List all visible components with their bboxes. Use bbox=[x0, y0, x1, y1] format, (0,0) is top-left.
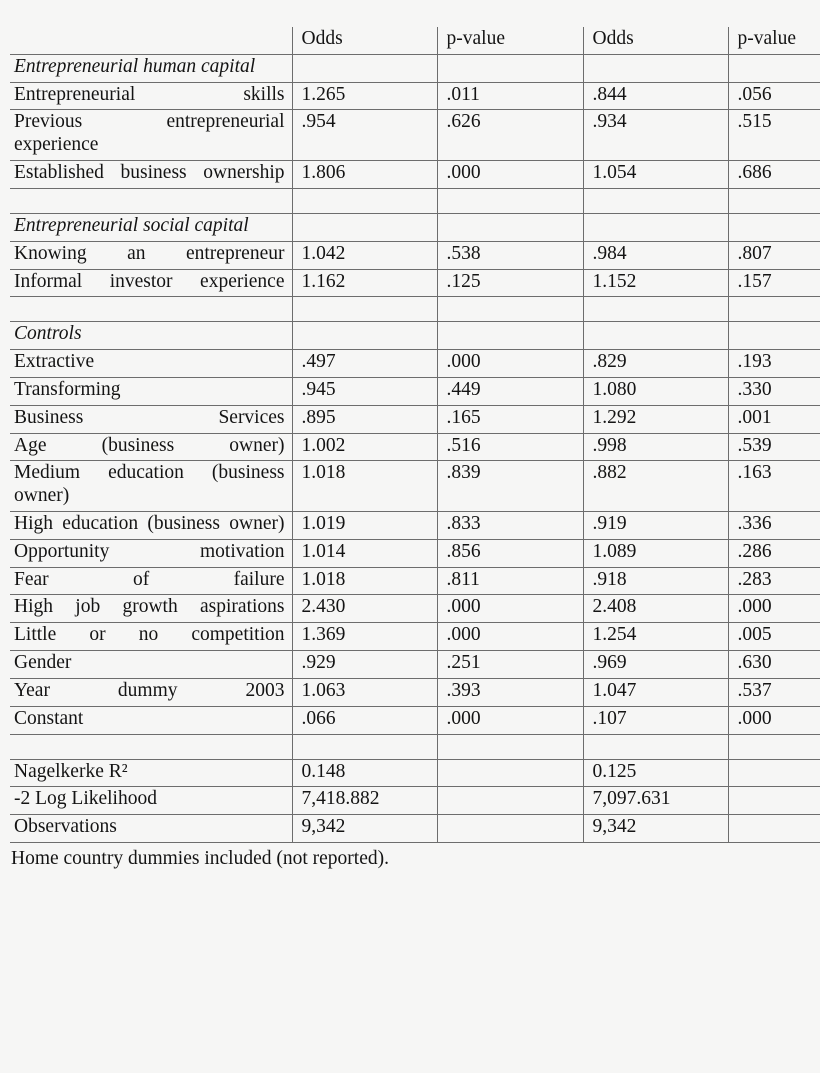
table-row bbox=[10, 82, 820, 110]
row-label: Little or no competition bbox=[10, 623, 292, 651]
cell-odds1: .945 bbox=[292, 377, 437, 405]
row-label: -2 Log Likelihood bbox=[10, 787, 292, 815]
cell-p1: .856 bbox=[437, 539, 583, 567]
cell-p2 bbox=[728, 188, 820, 213]
cell-odds2: 1.254 bbox=[583, 623, 728, 651]
section-heading: Controls bbox=[10, 322, 292, 350]
table-row bbox=[10, 433, 820, 461]
cell-p1: .125 bbox=[437, 269, 583, 297]
table-row bbox=[10, 110, 820, 161]
cell-odds1 bbox=[292, 188, 437, 213]
cell-odds2: .829 bbox=[583, 350, 728, 378]
row-label: Extractive bbox=[10, 350, 292, 378]
table-row bbox=[10, 651, 820, 679]
cell-p2 bbox=[728, 322, 820, 350]
cell-odds1 bbox=[292, 322, 437, 350]
row-label: Opportunity motivation bbox=[10, 539, 292, 567]
table-header-row bbox=[10, 27, 820, 54]
cell-odds1: .497 bbox=[292, 350, 437, 378]
row-label: Gender bbox=[10, 651, 292, 679]
table-row bbox=[10, 322, 820, 350]
row-label: Medium education (business owner) bbox=[10, 461, 292, 512]
cell-odds2: 1.089 bbox=[583, 539, 728, 567]
table-row bbox=[10, 678, 820, 706]
cell-p2 bbox=[728, 759, 820, 787]
cell-odds1: 1.063 bbox=[292, 678, 437, 706]
cell-p1: .000 bbox=[437, 706, 583, 734]
cell-odds2: .934 bbox=[583, 110, 728, 161]
cell-p1 bbox=[437, 815, 583, 843]
row-label: Informal investor experience bbox=[10, 269, 292, 297]
cell-odds2: 7,097.631 bbox=[583, 787, 728, 815]
cell-odds2 bbox=[583, 297, 728, 322]
row-label: Entrepreneurial skills bbox=[10, 82, 292, 110]
cell-p2: .000 bbox=[728, 595, 820, 623]
table-row bbox=[10, 213, 820, 241]
cell-p1: .000 bbox=[437, 595, 583, 623]
table-row bbox=[10, 539, 820, 567]
table-row bbox=[10, 161, 820, 189]
cell-odds2: .919 bbox=[583, 512, 728, 540]
cell-p1 bbox=[437, 322, 583, 350]
cell-odds1: 1.018 bbox=[292, 461, 437, 512]
table-footnote: Home country dummies included (not reported). bbox=[11, 847, 389, 869]
cell-p2: .539 bbox=[728, 433, 820, 461]
cell-odds2: 0.125 bbox=[583, 759, 728, 787]
row-label: Nagelkerke R² bbox=[10, 759, 292, 787]
cell-p2: .193 bbox=[728, 350, 820, 378]
table-row bbox=[10, 623, 820, 651]
cell-p2: .005 bbox=[728, 623, 820, 651]
section-heading: Entrepreneurial human capital bbox=[10, 54, 292, 82]
table-row bbox=[10, 241, 820, 269]
cell-p1: .393 bbox=[437, 678, 583, 706]
cell-odds2: 2.408 bbox=[583, 595, 728, 623]
cell-p2: .630 bbox=[728, 651, 820, 679]
column-header-pvalue-model2: p-value bbox=[728, 27, 820, 54]
regression-results-table bbox=[10, 27, 820, 843]
table-row bbox=[10, 350, 820, 378]
cell-odds1: 1.806 bbox=[292, 161, 437, 189]
section-heading: Entrepreneurial social capital bbox=[10, 213, 292, 241]
cell-odds2: 1.047 bbox=[583, 678, 728, 706]
row-label: Fear of failure bbox=[10, 567, 292, 595]
cell-p1: .011 bbox=[437, 82, 583, 110]
row-label bbox=[10, 188, 292, 213]
row-label: Constant bbox=[10, 706, 292, 734]
row-label: Established business ownership bbox=[10, 161, 292, 189]
cell-p1: .811 bbox=[437, 567, 583, 595]
cell-odds1: .954 bbox=[292, 110, 437, 161]
row-label: Year dummy 2003 bbox=[10, 678, 292, 706]
cell-odds1 bbox=[292, 297, 437, 322]
row-label: High job growth aspirations bbox=[10, 595, 292, 623]
cell-odds2 bbox=[583, 213, 728, 241]
table-row bbox=[10, 377, 820, 405]
table-row bbox=[10, 54, 820, 82]
cell-p1: .839 bbox=[437, 461, 583, 512]
cell-p1: .833 bbox=[437, 512, 583, 540]
cell-p2: .283 bbox=[728, 567, 820, 595]
column-header-odds-model1: Odds bbox=[292, 27, 437, 54]
row-label: Previous entrepreneurial experience bbox=[10, 110, 292, 161]
cell-p1 bbox=[437, 297, 583, 322]
cell-odds1: 9,342 bbox=[292, 815, 437, 843]
cell-odds2: .969 bbox=[583, 651, 728, 679]
table-row bbox=[10, 405, 820, 433]
table-row bbox=[10, 297, 820, 322]
cell-odds1: 1.369 bbox=[292, 623, 437, 651]
row-label: High education (business owner) bbox=[10, 512, 292, 540]
cell-p2 bbox=[728, 54, 820, 82]
cell-p1 bbox=[437, 213, 583, 241]
cell-p2 bbox=[728, 297, 820, 322]
cell-p1: .000 bbox=[437, 161, 583, 189]
cell-p1 bbox=[437, 787, 583, 815]
cell-odds2 bbox=[583, 734, 728, 759]
column-header-label bbox=[10, 27, 292, 54]
row-label: Observations bbox=[10, 815, 292, 843]
cell-odds1: 1.018 bbox=[292, 567, 437, 595]
table-row bbox=[10, 595, 820, 623]
table-row bbox=[10, 461, 820, 512]
cell-odds1: 0.148 bbox=[292, 759, 437, 787]
cell-odds2: 1.054 bbox=[583, 161, 728, 189]
cell-odds1: .895 bbox=[292, 405, 437, 433]
cell-p1: .449 bbox=[437, 377, 583, 405]
table-row bbox=[10, 706, 820, 734]
cell-p1: .000 bbox=[437, 350, 583, 378]
cell-p1: .165 bbox=[437, 405, 583, 433]
cell-odds2: 1.080 bbox=[583, 377, 728, 405]
row-label: Knowing an entrepreneur bbox=[10, 241, 292, 269]
cell-odds1: 2.430 bbox=[292, 595, 437, 623]
cell-p1: .000 bbox=[437, 623, 583, 651]
cell-p2: .336 bbox=[728, 512, 820, 540]
column-header-pvalue-model1: p-value bbox=[437, 27, 583, 54]
row-label bbox=[10, 734, 292, 759]
cell-odds1: .066 bbox=[292, 706, 437, 734]
cell-p2: .515 bbox=[728, 110, 820, 161]
cell-p1 bbox=[437, 188, 583, 213]
cell-p2: .000 bbox=[728, 706, 820, 734]
cell-p2: .001 bbox=[728, 405, 820, 433]
cell-odds1: 1.042 bbox=[292, 241, 437, 269]
row-label: Age (business owner) bbox=[10, 433, 292, 461]
cell-odds2: .984 bbox=[583, 241, 728, 269]
cell-p1 bbox=[437, 734, 583, 759]
cell-p2: .537 bbox=[728, 678, 820, 706]
cell-p2 bbox=[728, 815, 820, 843]
cell-p1: .516 bbox=[437, 433, 583, 461]
cell-odds1: 1.019 bbox=[292, 512, 437, 540]
cell-odds2 bbox=[583, 54, 728, 82]
cell-p2: .286 bbox=[728, 539, 820, 567]
cell-p2: .163 bbox=[728, 461, 820, 512]
table-row bbox=[10, 188, 820, 213]
cell-odds1: 1.014 bbox=[292, 539, 437, 567]
cell-p2: .330 bbox=[728, 377, 820, 405]
table-row bbox=[10, 734, 820, 759]
cell-p2: .056 bbox=[728, 82, 820, 110]
cell-p1 bbox=[437, 54, 583, 82]
cell-odds2: .107 bbox=[583, 706, 728, 734]
cell-odds1: 1.162 bbox=[292, 269, 437, 297]
cell-odds1: 1.002 bbox=[292, 433, 437, 461]
cell-odds2: 1.292 bbox=[583, 405, 728, 433]
cell-p2 bbox=[728, 213, 820, 241]
cell-p1: .251 bbox=[437, 651, 583, 679]
table-row bbox=[10, 269, 820, 297]
cell-odds2 bbox=[583, 188, 728, 213]
table-row bbox=[10, 759, 820, 787]
table-row bbox=[10, 567, 820, 595]
cell-p1 bbox=[437, 759, 583, 787]
cell-odds2: .882 bbox=[583, 461, 728, 512]
cell-p2 bbox=[728, 734, 820, 759]
cell-p2: .686 bbox=[728, 161, 820, 189]
cell-odds2: 1.152 bbox=[583, 269, 728, 297]
row-label: Business Services bbox=[10, 405, 292, 433]
row-label bbox=[10, 297, 292, 322]
cell-p2 bbox=[728, 787, 820, 815]
cell-odds2: .844 bbox=[583, 82, 728, 110]
cell-p2: .157 bbox=[728, 269, 820, 297]
cell-odds2: .998 bbox=[583, 433, 728, 461]
cell-odds1: 1.265 bbox=[292, 82, 437, 110]
cell-p1: .626 bbox=[437, 110, 583, 161]
table-row bbox=[10, 815, 820, 843]
column-header-odds-model2: Odds bbox=[583, 27, 728, 54]
table-row bbox=[10, 787, 820, 815]
cell-odds1: .929 bbox=[292, 651, 437, 679]
cell-p1: .538 bbox=[437, 241, 583, 269]
table-body bbox=[10, 54, 820, 842]
cell-odds2: 9,342 bbox=[583, 815, 728, 843]
table-row bbox=[10, 512, 820, 540]
cell-p2: .807 bbox=[728, 241, 820, 269]
row-label: Transforming bbox=[10, 377, 292, 405]
cell-odds2: .918 bbox=[583, 567, 728, 595]
table-figure bbox=[0, 27, 820, 1073]
table-header bbox=[10, 27, 820, 54]
cell-odds1 bbox=[292, 213, 437, 241]
cell-odds1: 7,418.882 bbox=[292, 787, 437, 815]
cell-odds1 bbox=[292, 54, 437, 82]
cell-odds1 bbox=[292, 734, 437, 759]
cell-odds2 bbox=[583, 322, 728, 350]
